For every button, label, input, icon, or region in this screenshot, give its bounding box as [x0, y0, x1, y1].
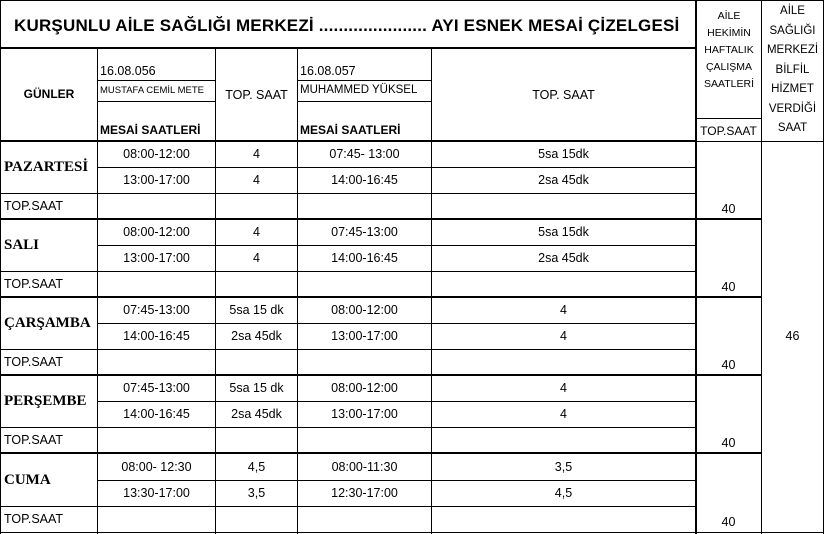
- doctor1-hours: 07:45-13:00: [123, 303, 190, 318]
- service-total-value: 46: [785, 328, 800, 343]
- doctor1-code: 16.08.056: [100, 63, 156, 78]
- grid-line: [0, 427, 696, 428]
- weekly-hours-header: [697, 8, 761, 93]
- grid-line: [297, 101, 431, 102]
- weekly-header-line: HEKİMİN: [707, 27, 751, 39]
- grid-line: [696, 141, 824, 142]
- doctor1-total: 5sa 15 dk: [229, 381, 284, 396]
- doctor2-mesai-header: MESAİ SAATLERİ: [300, 123, 401, 137]
- doctor1-hours: 07:45-13:00: [123, 381, 190, 396]
- doctor2-total: 4,5: [554, 486, 573, 501]
- grid-line: [297, 80, 431, 81]
- doctor1-total: 4: [253, 147, 260, 162]
- service-header-line: HİZMET: [771, 83, 814, 95]
- doctor1-total: 2sa 45dk: [231, 407, 282, 422]
- day-total-label: TOP.SAAT: [4, 198, 64, 213]
- doctor2-total: 4: [560, 381, 567, 396]
- grid-line: [696, 118, 761, 119]
- grid-line: [0, 0, 824, 1]
- doctor2-total: 2sa 45dk: [538, 251, 589, 266]
- doctor2-name: MUHAMMED YÜKSEL: [300, 84, 418, 97]
- doctor1-hours: 08:00- 12:30: [121, 459, 192, 474]
- day-name: SALI: [4, 237, 40, 253]
- page-title: KURŞUNLU AİLE SAĞLIĞI MERKEZİ ...................... AYI ESNEK MESAİ ÇİZELGESİ: [14, 15, 680, 35]
- doctor2-total: 5sa 15dk: [538, 225, 589, 240]
- doctor1-hours: 13:00-17:00: [123, 251, 190, 266]
- doctor2-total: 4: [560, 303, 567, 318]
- doctor2-hours: 14:00-16:45: [331, 251, 398, 266]
- doctor1-total: 5sa 15 dk: [229, 303, 284, 318]
- service-header-line: AİLE: [780, 5, 805, 17]
- doctor1-hours: 13:00-17:00: [123, 173, 190, 188]
- doctor2-hours: 12:30-17:00: [331, 486, 398, 501]
- service-header-line: SAAT: [777, 122, 808, 134]
- day-total-label: TOP.SAAT: [4, 354, 64, 369]
- service-header-line: SAĞLIĞI: [769, 24, 816, 37]
- weekly-header-line: SAATLERİ: [704, 78, 754, 90]
- day-name: CUMA: [4, 471, 51, 488]
- day-name: PAZARTESİ: [4, 159, 89, 175]
- doctor1-hours: 13:30-17:00: [123, 486, 190, 501]
- doctor1-total: 4: [253, 173, 260, 188]
- doctor1-hours: 08:00-12:00: [123, 147, 190, 162]
- weekly-header-line: ÇALIŞMA: [705, 61, 753, 73]
- service-hours-header: [762, 2, 823, 139]
- doctor2-total: 3,5: [554, 459, 573, 474]
- service-header-line: MERKEZİ: [766, 44, 819, 56]
- top-saat-header-1: TOP. SAAT: [225, 87, 288, 102]
- grid-line: [97, 80, 215, 81]
- doctor1-total: 4,5: [247, 459, 266, 474]
- doctor2-hours: 08:00-11:30: [331, 459, 398, 474]
- weekly-header-line: AİLE: [717, 10, 741, 22]
- doctor1-hours: 14:00-16:45: [123, 407, 190, 422]
- header-gunler: GÜNLER: [23, 87, 75, 101]
- doctor2-hours: 13:00-17:00: [331, 329, 398, 344]
- doctor2-hours: 13:00-17:00: [331, 407, 398, 422]
- day-total-label: TOP.SAAT: [4, 512, 64, 527]
- doctor1-mesai-header: MESAİ SAATLERİ: [100, 123, 201, 137]
- grid-line: [0, 506, 696, 507]
- weekly-hours-value: 40: [721, 201, 736, 216]
- grid-line: [0, 47, 696, 49]
- doctor1-total: 4: [253, 225, 260, 240]
- grid-line: [0, 271, 696, 272]
- day-total-label: TOP.SAAT: [4, 276, 64, 291]
- grid-line: [0, 349, 696, 350]
- doctor2-total: 5sa 15dk: [538, 147, 589, 162]
- weekly-hours-value: 40: [721, 357, 736, 372]
- service-header-line: BİLFİL: [775, 63, 810, 76]
- doctor2-total: 4: [560, 329, 567, 344]
- weekly-header-line: HAFTALIK: [704, 44, 754, 56]
- doctor2-hours: 07:45- 13:00: [329, 147, 400, 162]
- doctor2-hours: 08:00-12:00: [331, 303, 398, 318]
- doctor1-name: MUSTAFA CEMİL METE: [100, 85, 204, 97]
- weekly-hours-value: 40: [721, 279, 736, 294]
- doctor2-hours: 14:00-16:45: [331, 173, 398, 188]
- doctor1-total: 2sa 45dk: [231, 329, 282, 344]
- doctor1-hours: 14:00-16:45: [123, 329, 190, 344]
- grid-line: [0, 532, 824, 533]
- top-saat-header-2: TOP. SAAT: [532, 87, 595, 102]
- doctor2-total: 4: [560, 407, 567, 422]
- day-name: ÇARŞAMBA: [4, 315, 91, 331]
- doctor2-code: 16.08.057: [300, 63, 356, 78]
- doctor2-total: 2sa 45dk: [538, 173, 589, 188]
- weekly-hours-value: 40: [721, 514, 736, 529]
- doctor1-total: 3,5: [247, 486, 266, 501]
- day-name: PERŞEMBE: [4, 393, 87, 409]
- doctor2-hours: 08:00-12:00: [331, 381, 398, 396]
- day-total-label: TOP.SAAT: [4, 432, 64, 447]
- weekly-hours-value: 40: [721, 435, 736, 450]
- service-header-line: VERDİĞİ: [768, 102, 817, 115]
- doctor1-hours: 08:00-12:00: [123, 225, 190, 240]
- doctor1-total: 4: [253, 251, 260, 266]
- doctor2-hours: 07:45-13:00: [331, 225, 398, 240]
- grid-line: [0, 193, 696, 194]
- weekly-top-saat-header: TOP.SAAT: [700, 123, 757, 138]
- grid-line: [97, 101, 215, 102]
